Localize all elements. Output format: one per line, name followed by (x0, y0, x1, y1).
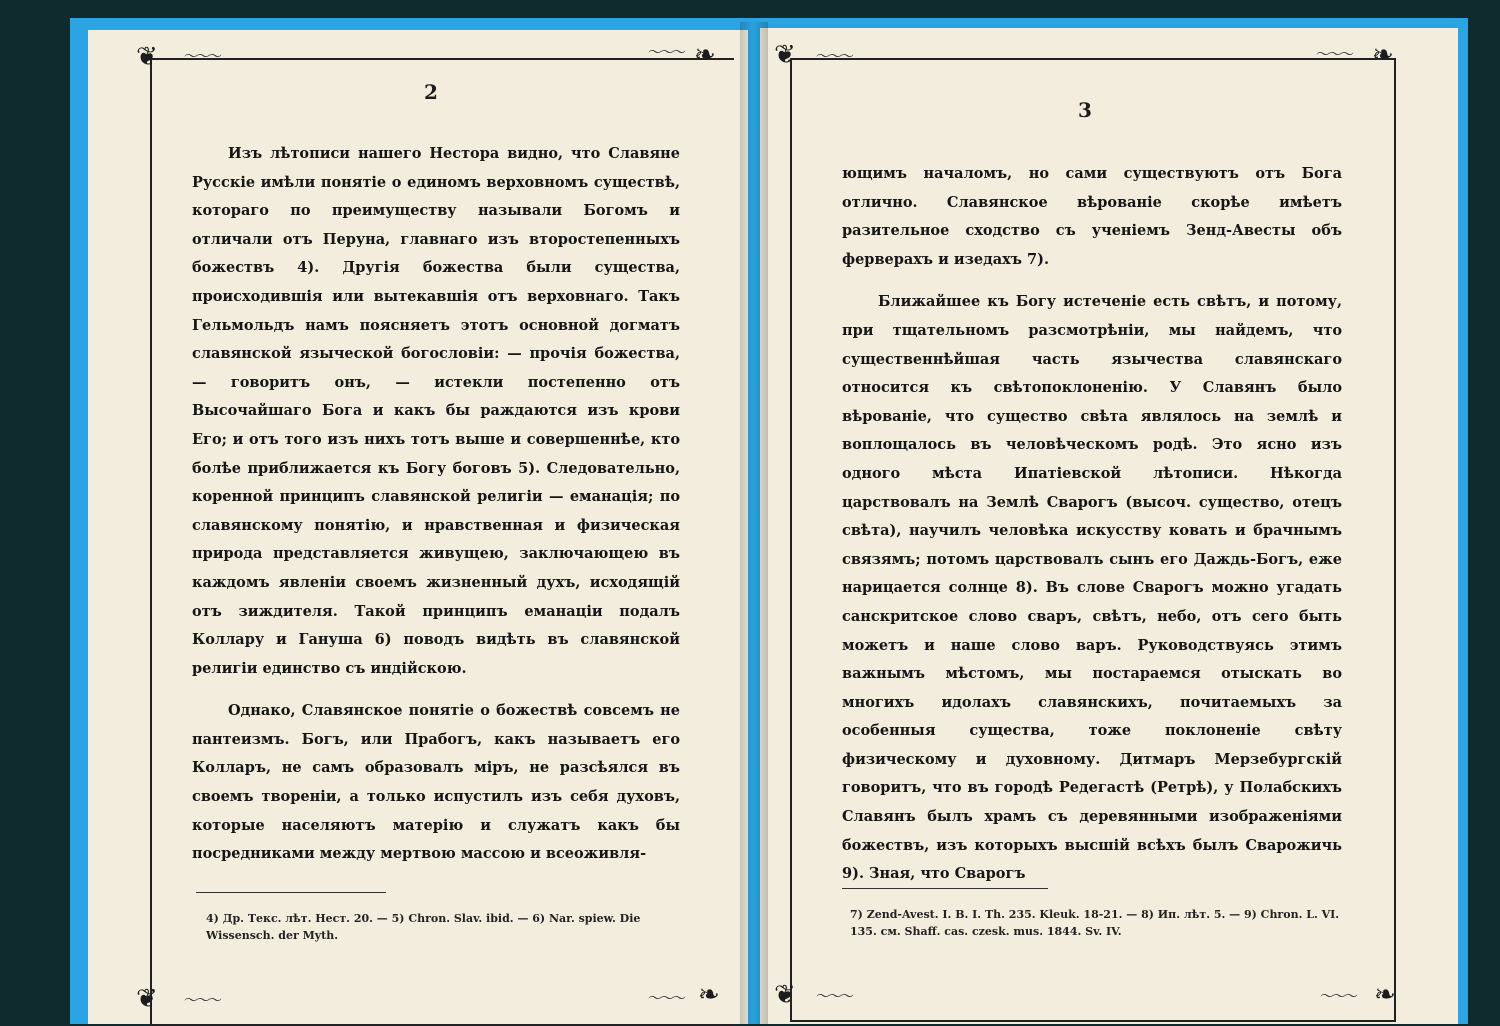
body-text (842, 160, 1342, 903)
footnote-rule (842, 888, 1048, 889)
corner-ornament-icon: ❦ (136, 42, 158, 72)
paragraph: Однако, Славянское понятіе о божествѣ совсемъ не пантеизмъ. Богъ, или Прабогъ, какъ называетъ его Колларъ, не самъ образовалъ міръ, не разсѣялся въ своемъ твореніи, а только испустилъ изъ себя духовъ, которые населяютъ матерію и служатъ какъ бы посредниками между мертвою массою и всеоживля- (192, 702, 680, 863)
page-number: 2 (424, 80, 438, 104)
vine-border-icon: 〜〜〜 (184, 49, 220, 65)
vine-border-icon: 〜〜〜 (1320, 989, 1356, 1005)
corner-ornament-icon: ❧ (1372, 40, 1394, 70)
body-text (192, 140, 680, 883)
left-page (88, 30, 748, 1024)
corner-ornament-icon: ❦ (774, 40, 796, 70)
vine-border-icon: 〜〜〜 (1316, 47, 1352, 63)
paragraph: Ближайшее къ Богу истеченіе есть свѣтъ, и потому, при тщательномъ разсмотрѣніи, мы найдемъ, что существеннѣйшая часть язычества славянскаго относится къ свѣтопоклоненію. У Славянъ было вѣрованіе, что существо свѣта являлось на землѣ и воплощалось въ человѣческомъ родѣ. Это ясно изъ одного мѣста Ипатіевской лѣтописи. Нѣкогда царствовалъ на Землѣ Сварогъ (высоч. существо, отецъ свѣта), научилъ человѣка искусству ковать и брачнымъ связямъ; потомъ царствовалъ сынъ его Даждь-Богъ, еже нарицается солнце 8). Въ слове Сварогъ можно угадать санскритское слово сваръ, свѣтъ, небо, отъ сего быть можетъ и наше слово варъ. Руководствуясь этимъ важнымъ мѣстомъ, мы постараемся отыскать во многихъ идолахъ славянскихъ, почитаемыхъ за особенныя существа, тоже поклоненіе свѣту физическому и духовному. Дитмаръ Мерзебургскій говоритъ, что въ городѣ Редегастѣ (Ретрѣ), у Полабскихъ Славянъ былъ храмъ съ деревянными изображеніями божествъ, изъ которыхъ высшій всѣхъ былъ Сварожичь 9). Зная, что Сварогъ (842, 293, 1342, 883)
vine-border-icon: 〜〜〜 (184, 993, 220, 1009)
footnote: 4) Др. Текс. лѣт. Нест. 20. — 5) Chron. Slav. ibid. — 6) Nar. spiew. Die Wissensch. der Myth. (206, 912, 641, 942)
corner-ornament-icon: ❦ (774, 980, 796, 1010)
page-number: 3 (1078, 98, 1092, 122)
paragraph: Изъ лѣтописи нашего Нестора видно, что Славяне Русскіе имѣли понятіе о единомъ верховномъ существѣ, котораго по преимуществу называли Богомъ и отличали отъ Перуна, главнаго изъ второстепенныхъ божествъ 4). Другія божества были существа, происходившія или вытекавшія отъ верховнаго. Такъ Гельмольдъ намъ поясняетъ этотъ основной догматъ славянской языческой богословіи: — прочія божества, — говоритъ онъ, — истекли постепенно отъ Высочайшаго Бога и какъ бы раждаются изъ крови Его; и отъ того изъ нихъ тотъ выше и совершеннѣе, кто болѣе приближается къ Богу боговъ 5). Следовательно, коренной принципъ славянской религіи — еманація; по славянскому понятію, и нравственная и физическая природа представляется живущею, заключающею въ каждомъ явленіи своемъ жизненный духъ, исходящій отъ зиждителя. Такой принципъ еманаціи подалъ Коллару и Гануша 6) поводъ видѣть въ славянской религіи единство съ индійскою. (192, 145, 680, 677)
vine-border-icon: 〜〜〜 (648, 45, 684, 61)
footnote: 7) Zend-Avest. I. B. I. Th. 235. Kleuk. 18-21. — 8) Ип. лѣт. 5. — 9) Chron. L. VI. 135. см. Shaff. cas. czesk. mus. 1844. Sv. IV. (850, 908, 1340, 938)
paragraph: ющимъ началомъ, но сами существуютъ отъ Бога отлично. Славянское вѣрованіе скорѣе имѣетъ разительное сходство съ ученіемъ Зенд-Авесты объ ферверахъ и изедахъ 7). (842, 165, 1342, 268)
footnote-rule (196, 892, 386, 893)
vine-border-icon: 〜〜〜 (816, 49, 852, 65)
corner-ornament-icon: ❧ (694, 40, 716, 70)
corner-ornament-icon: ❦ (136, 984, 158, 1014)
book-spine (740, 22, 768, 1024)
vine-border-icon: 〜〜〜 (648, 991, 684, 1007)
corner-ornament-icon: ❧ (698, 980, 720, 1010)
right-page (760, 28, 1458, 1024)
corner-ornament-icon: ❧ (1374, 980, 1396, 1010)
vine-border-icon: 〜〜〜 (816, 989, 852, 1005)
